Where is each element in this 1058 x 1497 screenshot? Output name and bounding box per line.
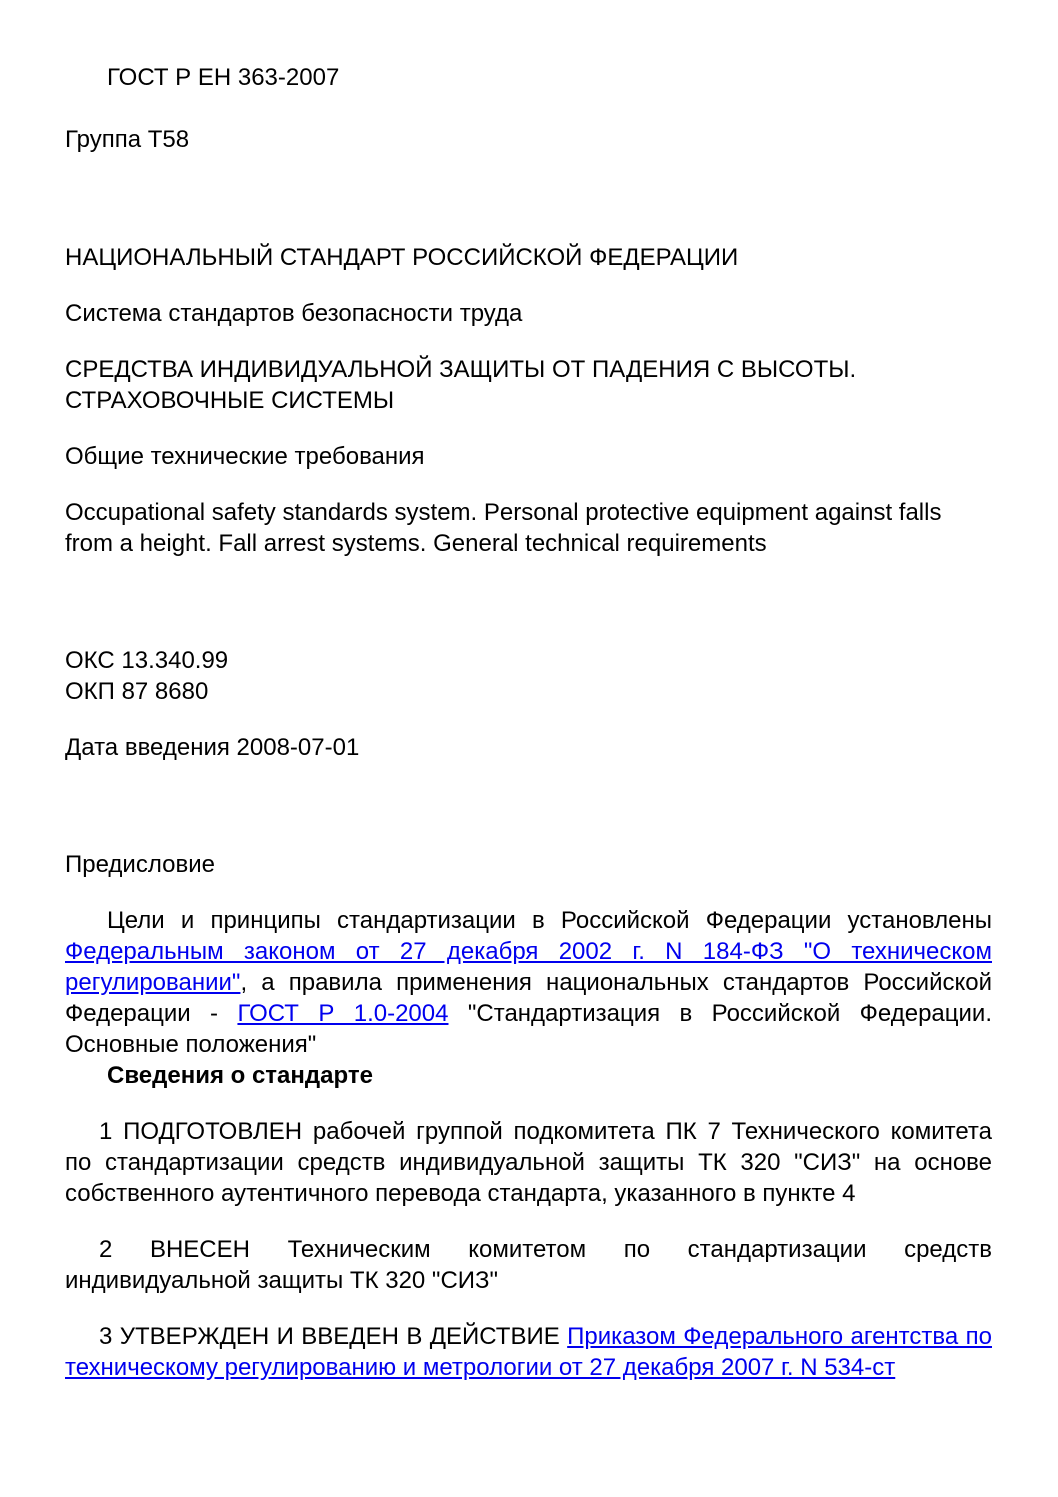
document-subtitle: Общие технические требования	[65, 443, 425, 470]
oks-code: ОКС 13.340.99	[65, 647, 229, 674]
info-item-3	[65, 1321, 992, 1383]
preface-text-a: Цели и принципы стандартизации в Российской Федерации установлены	[107, 907, 992, 934]
introduction-date: Дата введения 2008-07-01	[65, 734, 360, 761]
preface-heading: Предисловие	[65, 851, 215, 878]
document-group: Группа Т58	[65, 126, 190, 153]
federal-law-link[interactable]: Федеральным законом от 27 декабря 2002 г. N 184-ФЗ "О техническом регулировании"	[65, 938, 992, 996]
okp-code: ОКП 87 8680	[65, 678, 209, 705]
english-title: Occupational safety standards system. Personal protective equipment against falls from a height. Fall arrest systems. General technical requirements	[65, 499, 942, 557]
document-code: ГОСТ Р ЕН 363-2007	[107, 64, 340, 91]
national-standard-heading: НАЦИОНАЛЬНЫЙ СТАНДАРТ РОССИЙСКОЙ ФЕДЕРАЦИИ	[65, 244, 739, 271]
info-item-1: 1 ПОДГОТОВЛЕН рабочей группой подкомитета ПК 7 Технического комитета по стандартизации средств индивидуальной защиты ТК 320 "СИЗ" на основе собственного аутентичного перевода стандарта, указанного в пункте 4	[65, 1118, 992, 1207]
standard-info-heading: Сведения о стандарте	[107, 1062, 373, 1089]
info-item-2: 2 ВНЕСЕН Техническим комитетом по стандартизации средств индивидуальной защиты ТК 320 "СИЗ"	[65, 1236, 992, 1294]
info-item-3-text: 3 УТВЕРЖДЕН И ВВЕДЕН В ДЕЙСТВИЕ	[99, 1323, 568, 1350]
document-page	[65, 62, 992, 1383]
preface-text-c: "Стандартизация в Российской Федерации. Основные положения"	[65, 1000, 992, 1058]
order-link[interactable]: Приказом Федерального агентства по техническому регулированию и метрологии от 27 декабря 2007 г. N 534-ст	[65, 1323, 992, 1381]
standards-system-line: Система стандартов безопасности труда	[65, 300, 523, 327]
document-title: СРЕДСТВА ИНДИВИДУАЛЬНОЙ ЗАЩИТЫ ОТ ПАДЕНИЯ С ВЫСОТЫ. СТРАХОВОЧНЫЕ СИСТЕМЫ	[65, 356, 857, 414]
gost-r-link[interactable]: ГОСТ Р 1.0-2004	[237, 1000, 449, 1027]
preface-paragraph	[65, 905, 992, 1060]
preface-text-b: , а правила применения национальных стандартов Российской Федерации -	[65, 969, 992, 1027]
